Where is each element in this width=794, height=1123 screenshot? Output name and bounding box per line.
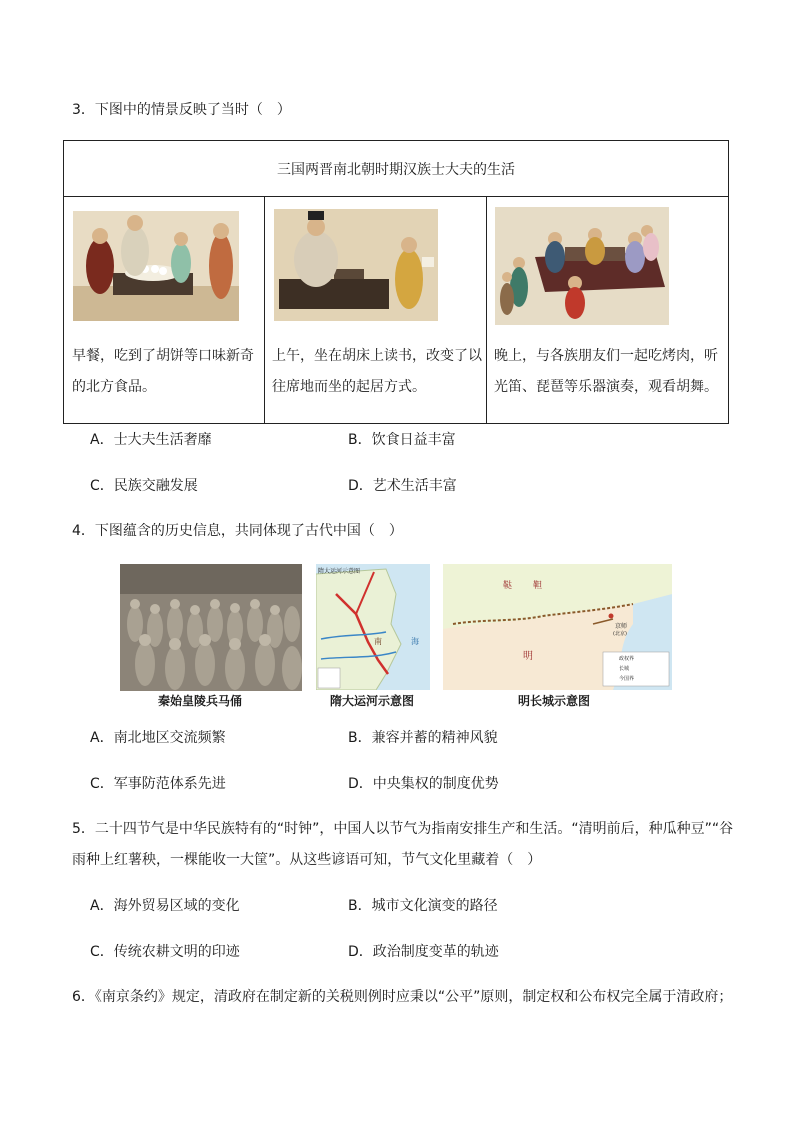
map2-north: 鞑 (503, 581, 513, 591)
map2-capital-sub: (北京) (613, 631, 627, 637)
q3-caption-1: 早餐，吃到了胡饼等口味新奇的北方食品。 (72, 348, 254, 395)
q3-option-d[interactable]: D．艺术生活丰富 (348, 478, 457, 494)
map1-title: 隋大运河示意图 (318, 568, 361, 575)
q5-stem-line-2: 雨种上红薯秧，一棵能收一大筐”。从这些谚语可知，节气文化里藏着（ ） (72, 852, 542, 868)
q3-table-title: 三国两晋南北朝时期汉族士大夫的生活 (64, 141, 728, 197)
breakfast-illustration (73, 211, 239, 321)
q3-option-a[interactable]: A．士大夫生活奢靡 (90, 432, 212, 448)
q4-option-d[interactable]: D．中央集权的制度优势 (348, 776, 499, 792)
map2-legend-2: 长城 (619, 666, 630, 672)
figure-caption-canal: 隋大运河示意图 (330, 694, 415, 708)
q3-stem: 3．下图中的情景反映了当时（ ） (72, 102, 291, 118)
map2-legend-3: 今国界 (619, 676, 635, 682)
q4-option-b[interactable]: B．兼容并蓄的精神风貌 (348, 730, 498, 746)
evening-feast-illustration (495, 207, 669, 325)
q6-stem-line-1: 6．《南京条约》规定，清政府在制定新的关税则例时应秉以“公平”原则，制定权和公布权完全属于清政府； (72, 989, 733, 1005)
q3-option-c[interactable]: C．民族交融发展 (90, 478, 198, 494)
ming-great-wall-map (443, 564, 672, 690)
q3-table (63, 140, 729, 424)
grand-canal-map (316, 564, 430, 690)
figure-caption-great-wall: 明长城示意图 (518, 694, 591, 708)
q4-option-a[interactable]: A．南北地区交流频繁 (90, 730, 226, 746)
figure-caption-terracotta: 秦始皇陵兵马俑 (158, 694, 243, 708)
q3-cell-reading (265, 197, 487, 423)
q5-option-d[interactable]: D．政治制度变革的轨迹 (348, 944, 499, 960)
q5-option-b[interactable]: B．城市文化演变的路径 (348, 898, 498, 914)
q3-cell-breakfast (64, 197, 265, 423)
map1-sea: 海 (411, 637, 419, 646)
q3-caption-3: 晚上，与各族朋友们一起吃烤肉，听光笛、琵琶等乐器演奏，观看胡舞。 (494, 348, 718, 395)
q5-stem-line-1: 5．二十四节气是中华民族特有的“时钟”，中国人以节气为指南安排生产和生活。“清明前后，种瓜种豆”“谷 (72, 821, 734, 837)
terracotta-army-photo (120, 564, 302, 691)
q3-caption-2: 上午，坐在胡床上读书，改变了以往席地而坐的起居方式。 (272, 348, 482, 395)
map2-north2: 靼 (533, 581, 543, 591)
q3-option-b[interactable]: B．饮食日益丰富 (348, 432, 456, 448)
map2-ming: 明 (523, 651, 533, 662)
map2-legend-1: 政权界 (619, 656, 635, 662)
q5-option-a[interactable]: A．海外贸易区域的变化 (90, 898, 240, 914)
map1-region: 南 (374, 637, 382, 646)
reading-illustration (274, 209, 438, 321)
q4-stem: 4．下图蕴含的历史信息，共同体现了古代中国（ ） (72, 523, 403, 539)
q4-option-c[interactable]: C．军事防范体系先进 (90, 776, 226, 792)
map2-capital: 京师 (615, 623, 628, 630)
q5-option-c[interactable]: C．传统农耕文明的印迹 (90, 944, 240, 960)
q3-cell-evening (487, 197, 728, 423)
